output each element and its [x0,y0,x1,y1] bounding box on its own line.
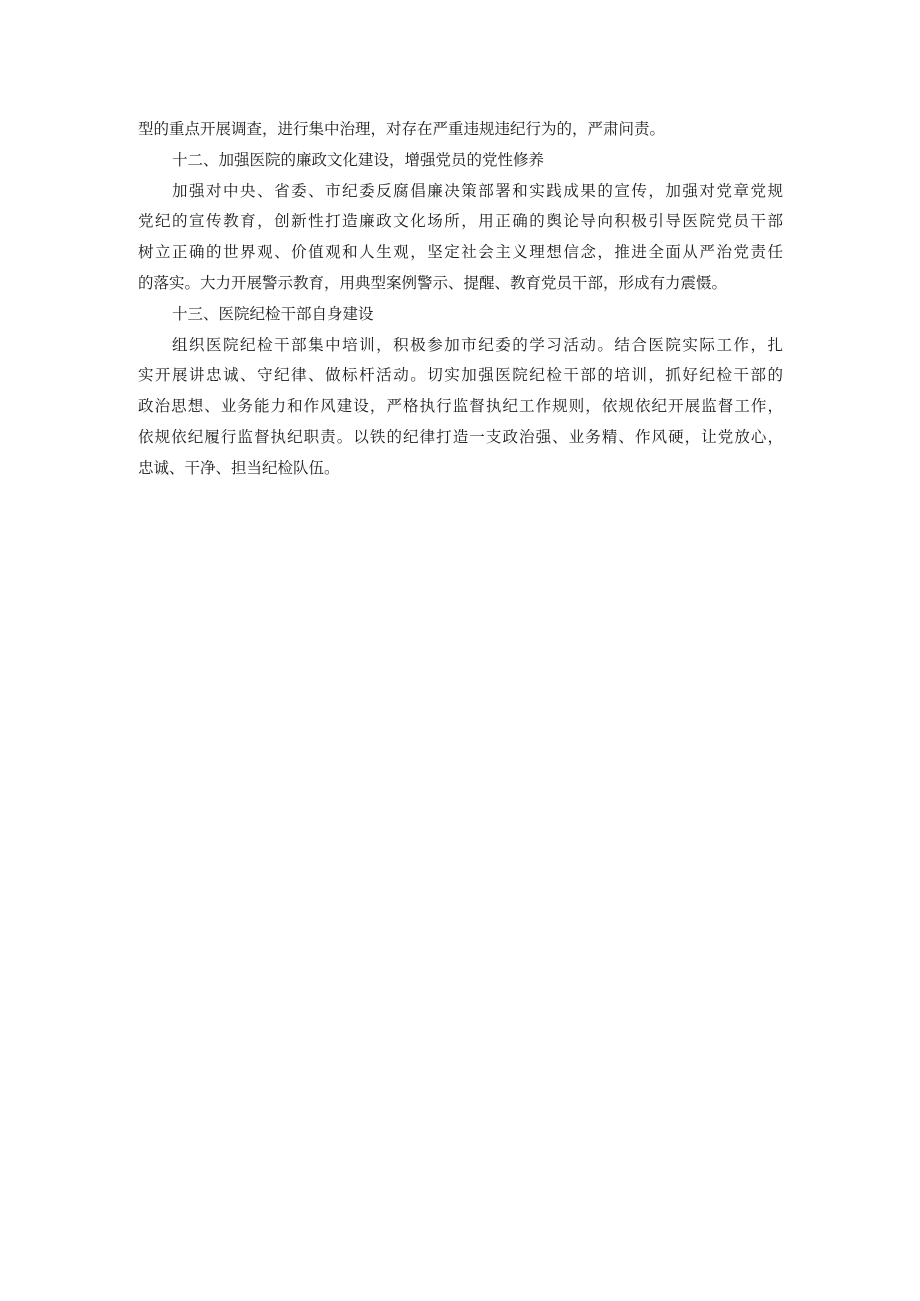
paragraph-line: 依规依纪履行监督执纪职责。以铁的纪律打造一支政治强、业务精、作风硬，让党放心， [138,427,783,446]
paragraph-line: 忠诚、干净、担当纪检队伍。 [138,458,340,477]
section-heading-12: 十二、加强医院的廉政文化建设，增强党员的党性修养 [172,150,545,169]
paragraph-line: 树立正确的世界观、价值观和人生观，坚定社会主义理想信念，推进全面从严治党责任 [138,243,783,262]
paragraph-line: 组织医院纪检干部集中培训，积极参加市纪委的学习活动。结合医院实际工作，扎 [172,335,783,354]
paragraph-line: 型的重点开展调查，进行集中治理，对存在严重违规违纪行为的，严肃问责。 [138,120,666,138]
paragraph-line: 的落实。大力开展警示教育，用典型案例警示、提醒、教育党员干部，形成有力震慑。 [138,273,728,292]
document-body [138,114,783,484]
paragraph-line: 实开展讲忠诚、守纪律、做标杆活动。切实加强医院纪检干部的培训，抓好纪检干部的 [138,366,783,385]
paragraph-line: 政治思想、业务能力和作风建设，严格执行监督执纪工作规则，依规依纪开展监督工作， [138,397,783,416]
section-heading-13: 十三、医院纪检干部自身建设 [172,304,374,323]
paragraph-line: 党纪的宣传教育，创新性打造廉政文化场所，用正确的舆论导向积极引导医院党员干部 [138,212,783,231]
paragraph-line: 加强对中央、省委、市纪委反腐倡廉决策部署和实践成果的宣传，加强对党章党规 [172,181,783,200]
